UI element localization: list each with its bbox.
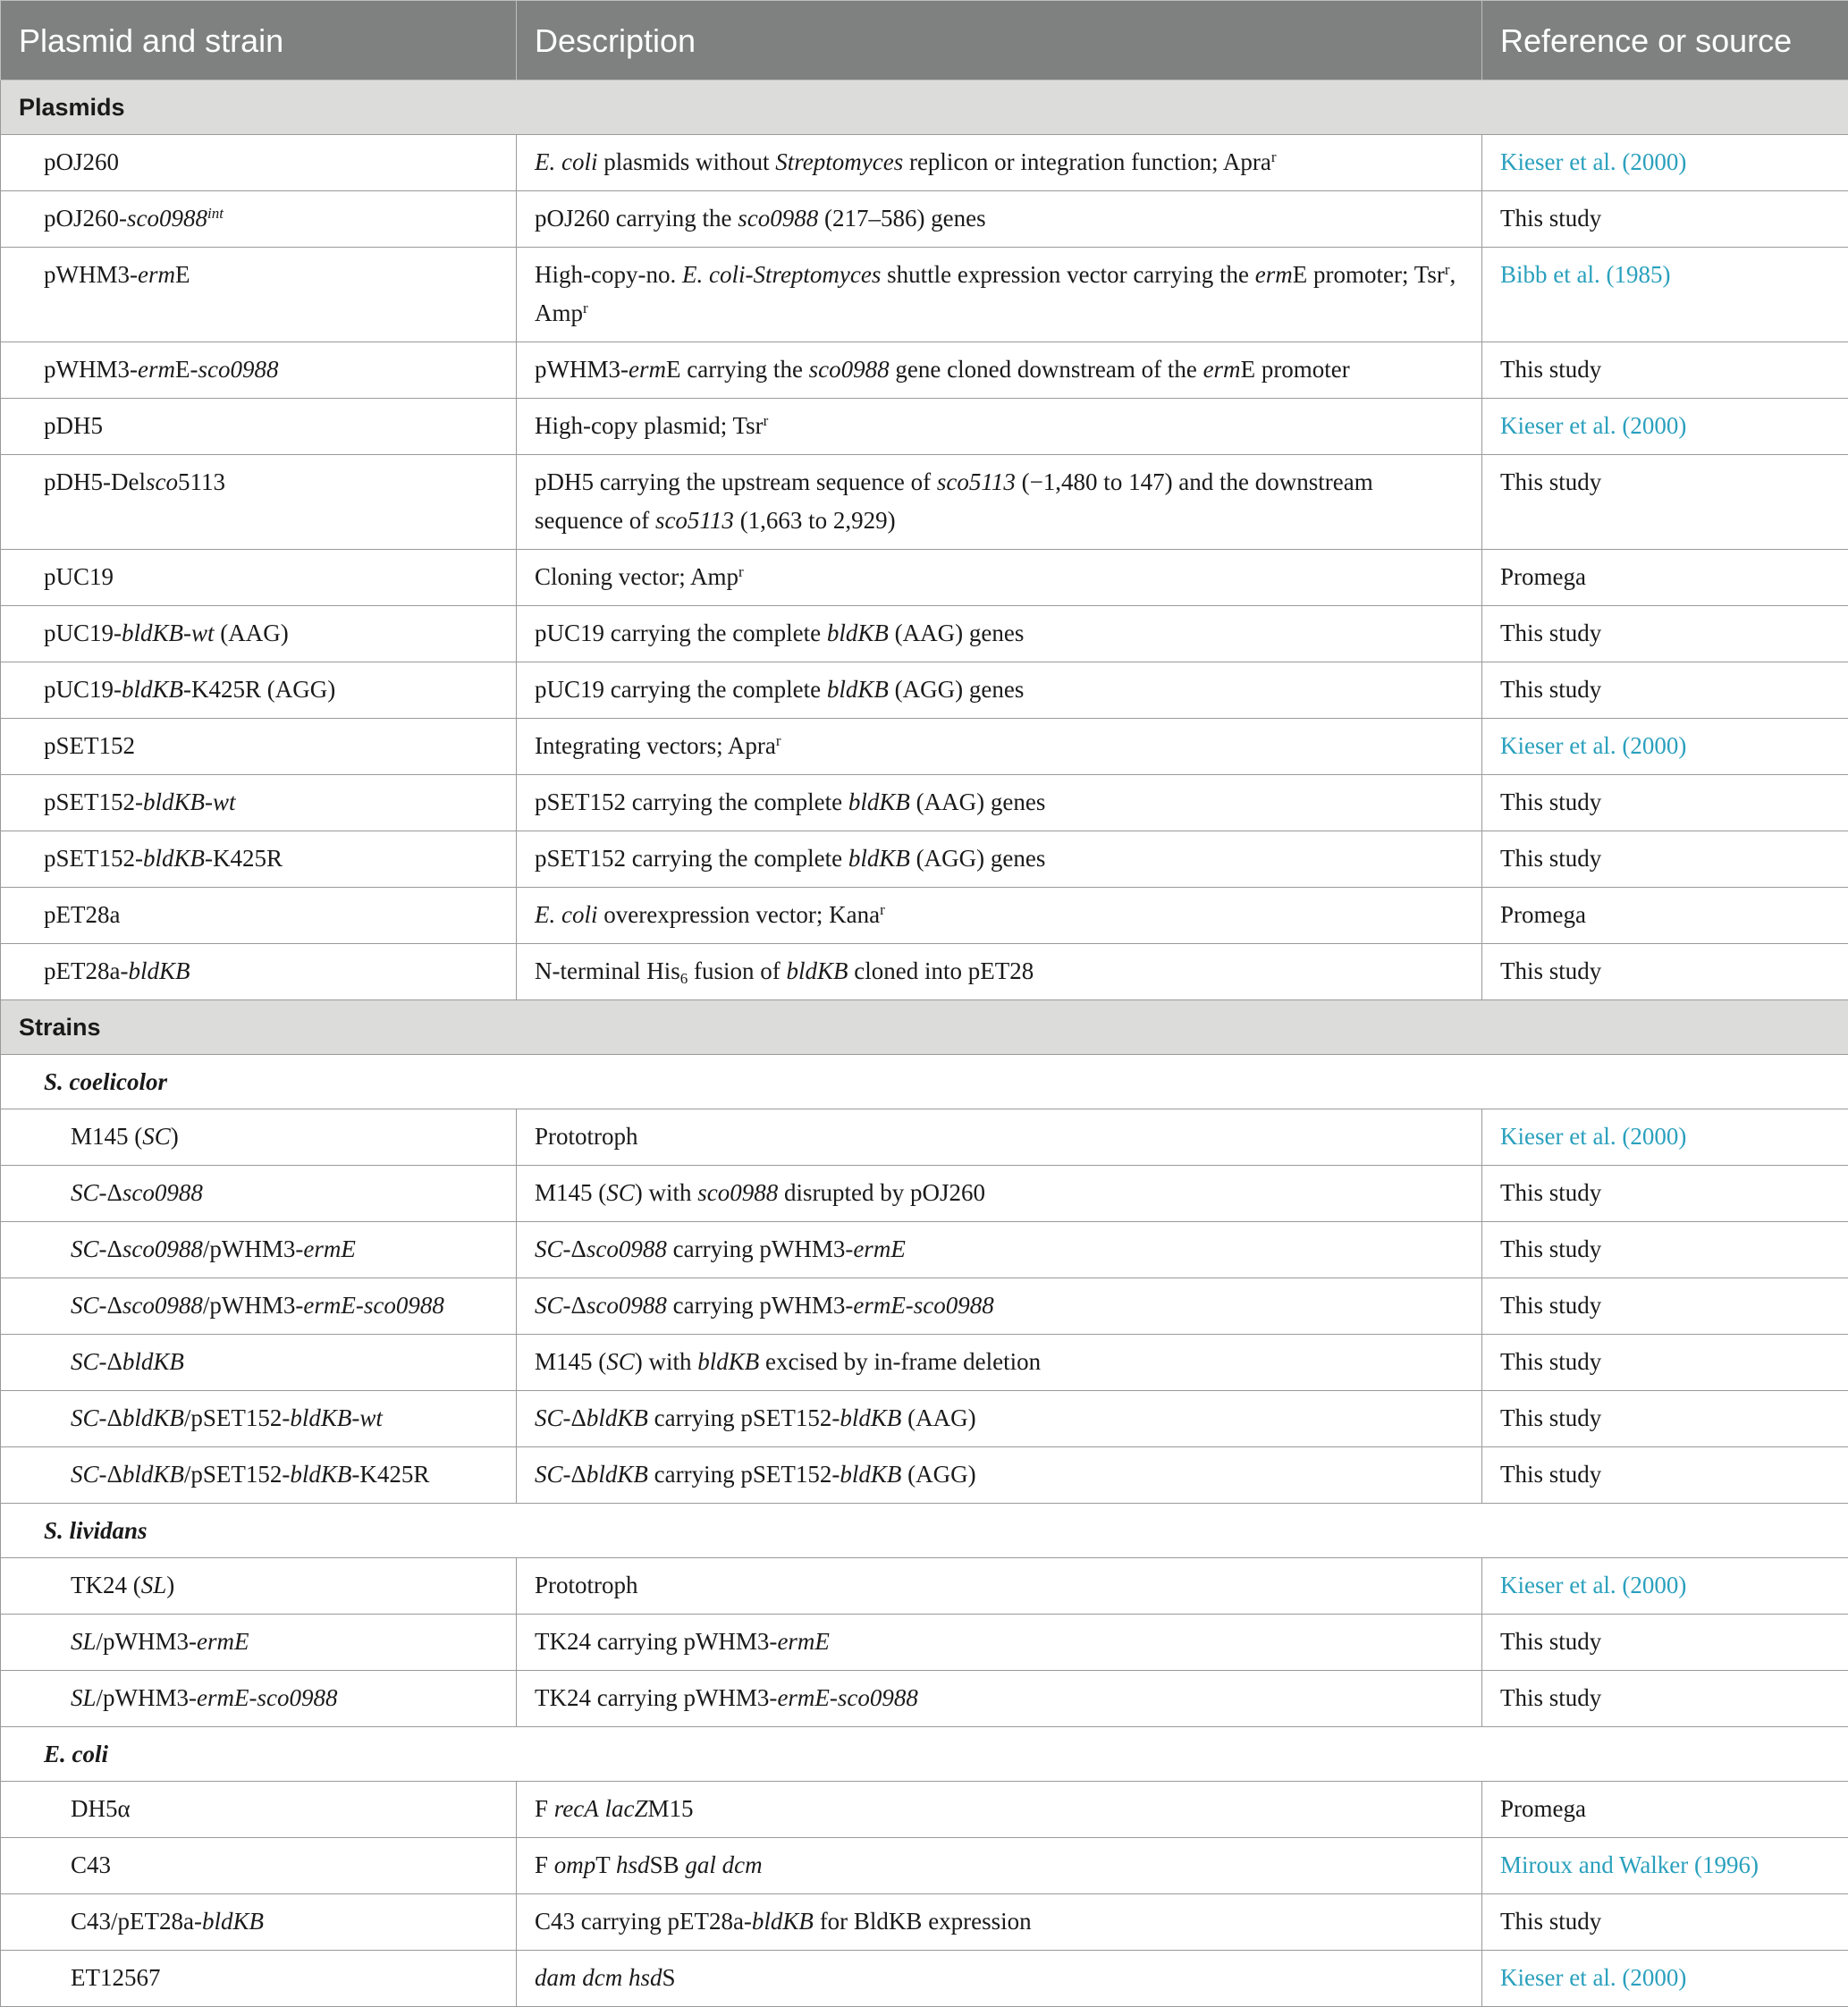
row-reference: This study — [1482, 455, 1848, 550]
table-row — [1, 1558, 1848, 1615]
table-row — [1, 1782, 1848, 1838]
row-name: SL/pWHM3-ermE-sco0988 — [1, 1671, 517, 1727]
row-name: C43 — [1, 1838, 517, 1894]
row-description: E. coli overexpression vector; Kana$^r$ — [517, 888, 1482, 944]
row-description: F ompT hsdSB gal dcm — [517, 1838, 1482, 1894]
table-row — [1, 719, 1848, 775]
table-row — [1, 550, 1848, 606]
reference-link[interactable]: Kieser et al. (2000) — [1500, 148, 1686, 175]
row-reference: This study — [1482, 342, 1848, 399]
table-row — [1, 135, 1848, 191]
reference-link[interactable]: Kieser et al. (2000) — [1500, 732, 1686, 759]
row-name: SC-ΔbldKB/pSET152-bldKB-wt — [1, 1391, 517, 1447]
table-row — [1, 1335, 1848, 1391]
table-row — [1, 1615, 1848, 1671]
row-description: pSET152 carrying the complete bldKB (AAG) genes — [517, 775, 1482, 831]
row-name: $pOJ260-sco0988^{int}$ — [1, 191, 517, 248]
row-reference[interactable] — [1482, 1109, 1848, 1166]
row-description: Cloning vector; Amp$^r$ — [517, 550, 1482, 606]
row-reference[interactable] — [1482, 719, 1848, 775]
table-row — [1, 1447, 1848, 1504]
table-row — [1, 191, 1848, 248]
row-name: SC-ΔbldKB/pSET152-bldKB-K425R — [1, 1447, 517, 1504]
row-name: pET28a-bldKB — [1, 944, 517, 1000]
table-row — [1, 662, 1848, 719]
table-row — [1, 342, 1848, 399]
reference-link[interactable]: Kieser et al. (2000) — [1500, 412, 1686, 439]
row-name: pUC19 — [1, 550, 517, 606]
row-reference[interactable] — [1482, 1558, 1848, 1615]
table-row — [1, 1894, 1848, 1951]
row-description: N-terminal His$_6$ fusion of bldKB cloned into pET28 — [517, 944, 1482, 1000]
section-label-plasmids: Plasmids — [1, 80, 1848, 135]
row-reference: This study — [1482, 1671, 1848, 1727]
row-reference[interactable] — [1482, 248, 1848, 342]
row-description: High-copy-no. E. coli-Streptomyces shuttle expression vector carrying the ermE promoter; Tsr$^r$, Amp$^r$ — [517, 248, 1482, 342]
row-name: pWHM3-ermE — [1, 248, 517, 342]
row-name: pDH5 — [1, 399, 517, 455]
row-description: pWHM3-ermE carrying the sco0988 gene cloned downstream of the ermE promoter — [517, 342, 1482, 399]
row-description: M145 (SC) with bldKB excised by in-frame deletion — [517, 1335, 1482, 1391]
row-description: pDH5 carrying the upstream sequence of sco5113 (−1,480 to 147) and the downstream sequence of sco5113 (1,663 to 2,929) — [517, 455, 1482, 550]
reference-link[interactable]: Miroux and Walker (1996) — [1500, 1851, 1759, 1878]
row-description: SC-Δsco0988 carrying pWHM3-ermE-sco0988 — [517, 1278, 1482, 1335]
row-description: M145 (SC) with sco0988 disrupted by pOJ260 — [517, 1166, 1482, 1222]
section-label-strains: Strains — [1, 1000, 1848, 1055]
row-description: High-copy plasmid; Tsr$^r$ — [517, 399, 1482, 455]
organism-label: E. coli — [1, 1727, 1848, 1782]
row-name: DH5α — [1, 1782, 517, 1838]
table-row — [1, 1838, 1848, 1894]
row-name: pWHM3-ermE-sco0988 — [1, 342, 517, 399]
row-description: TK24 carrying pWHM3-ermE-sco0988 — [517, 1671, 1482, 1727]
row-reference: This study — [1482, 662, 1848, 719]
organism-row-e-coli — [1, 1727, 1848, 1782]
row-reference: This study — [1482, 1278, 1848, 1335]
row-name: TK24 (SL) — [1, 1558, 517, 1615]
table-row — [1, 455, 1848, 550]
organism-label: S. coelicolor — [1, 1055, 1848, 1109]
section-row-strains — [1, 1000, 1848, 1055]
section-row-plasmids — [1, 80, 1848, 135]
table-row — [1, 1951, 1848, 2007]
table-row — [1, 1391, 1848, 1447]
row-reference: This study — [1482, 1391, 1848, 1447]
row-reference: This study — [1482, 831, 1848, 888]
row-reference: This study — [1482, 606, 1848, 662]
row-reference[interactable] — [1482, 135, 1848, 191]
row-name: SC-ΔbldKB — [1, 1335, 517, 1391]
header-description: Description — [517, 1, 1482, 80]
table-row — [1, 888, 1848, 944]
row-description: SC-ΔbldKB carrying pSET152-bldKB (AAG) — [517, 1391, 1482, 1447]
row-name: SL/pWHM3-ermE — [1, 1615, 517, 1671]
row-name: pUC19-bldKB-wt (AAG) — [1, 606, 517, 662]
reference-link[interactable]: Kieser et al. (2000) — [1500, 1572, 1686, 1598]
organism-row-s-coelicolor — [1, 1055, 1848, 1109]
row-reference: Promega — [1482, 1782, 1848, 1838]
table-header — [1, 1, 1848, 80]
header-plasmid-strain: Plasmid and strain — [1, 1, 517, 80]
row-description: E. coli plasmids without Streptomyces replicon or integration function; Apra$^r$ — [517, 135, 1482, 191]
row-reference: Promega — [1482, 550, 1848, 606]
row-description: dam dcm hsdS — [517, 1951, 1482, 2007]
row-description: SC-ΔbldKB carrying pSET152-bldKB (AGG) — [517, 1447, 1482, 1504]
table-row — [1, 775, 1848, 831]
row-reference[interactable] — [1482, 1951, 1848, 2007]
row-description: Integrating vectors; Apra$^r$ — [517, 719, 1482, 775]
reference-link[interactable]: Bibb et al. (1985) — [1500, 261, 1670, 288]
row-reference: This study — [1482, 775, 1848, 831]
header-reference: Reference or source — [1482, 1, 1848, 80]
row-name: SC-Δsco0988/pWHM3-ermE — [1, 1222, 517, 1278]
row-name: SC-Δsco0988 — [1, 1166, 517, 1222]
row-reference: This study — [1482, 1447, 1848, 1504]
row-reference: This study — [1482, 1166, 1848, 1222]
row-reference: This study — [1482, 1222, 1848, 1278]
row-reference: This study — [1482, 191, 1848, 248]
row-reference: Promega — [1482, 888, 1848, 944]
row-description: F recA lacZM15 — [517, 1782, 1482, 1838]
reference-link[interactable]: Kieser et al. (2000) — [1500, 1964, 1686, 1991]
row-description: pSET152 carrying the complete bldKB (AGG) genes — [517, 831, 1482, 888]
table-row — [1, 399, 1848, 455]
row-reference: This study — [1482, 944, 1848, 1000]
row-name: SC-Δsco0988/pWHM3-ermE-sco0988 — [1, 1278, 517, 1335]
row-description: pUC19 carrying the complete bldKB (AGG) genes — [517, 662, 1482, 719]
table-row — [1, 944, 1848, 1000]
row-name: pUC19-bldKB-K425R (AGG) — [1, 662, 517, 719]
table-row — [1, 1222, 1848, 1278]
organism-row-s-lividans — [1, 1504, 1848, 1558]
row-name: ET12567 — [1, 1951, 517, 2007]
row-description: TK24 carrying pWHM3-ermE — [517, 1615, 1482, 1671]
table-row — [1, 1278, 1848, 1335]
table-row — [1, 1671, 1848, 1727]
row-reference: This study — [1482, 1335, 1848, 1391]
row-name: M145 (SC) — [1, 1109, 517, 1166]
row-description: pOJ260 carrying the sco0988 (217–586) genes — [517, 191, 1482, 248]
table-row — [1, 831, 1848, 888]
row-description: SC-Δsco0988 carrying pWHM3-ermE — [517, 1222, 1482, 1278]
row-name: pET28a — [1, 888, 517, 944]
row-name: pSET152-bldKB-wt — [1, 775, 517, 831]
row-reference[interactable] — [1482, 399, 1848, 455]
row-name: pOJ260 — [1, 135, 517, 191]
row-description: pUC19 carrying the complete bldKB (AAG) genes — [517, 606, 1482, 662]
table-row — [1, 248, 1848, 342]
row-description: Prototroph — [517, 1109, 1482, 1166]
row-reference: This study — [1482, 1894, 1848, 1951]
reference-link[interactable]: Kieser et al. (2000) — [1500, 1123, 1686, 1150]
row-description: C43 carrying pET28a-bldKB for BldKB expression — [517, 1894, 1482, 1951]
row-name: pSET152 — [1, 719, 517, 775]
table-body — [1, 80, 1848, 2007]
organism-label: S. lividans — [1, 1504, 1848, 1558]
row-name: C43/pET28a-bldKB — [1, 1894, 517, 1951]
table-row — [1, 1109, 1848, 1166]
table-row — [1, 1166, 1848, 1222]
row-description: Prototroph — [517, 1558, 1482, 1615]
row-name: pDH5-Delsco5113 — [1, 455, 517, 550]
table-row — [1, 606, 1848, 662]
row-name: pSET152-bldKB-K425R — [1, 831, 517, 888]
row-reference: This study — [1482, 1615, 1848, 1671]
row-reference[interactable] — [1482, 1838, 1848, 1894]
